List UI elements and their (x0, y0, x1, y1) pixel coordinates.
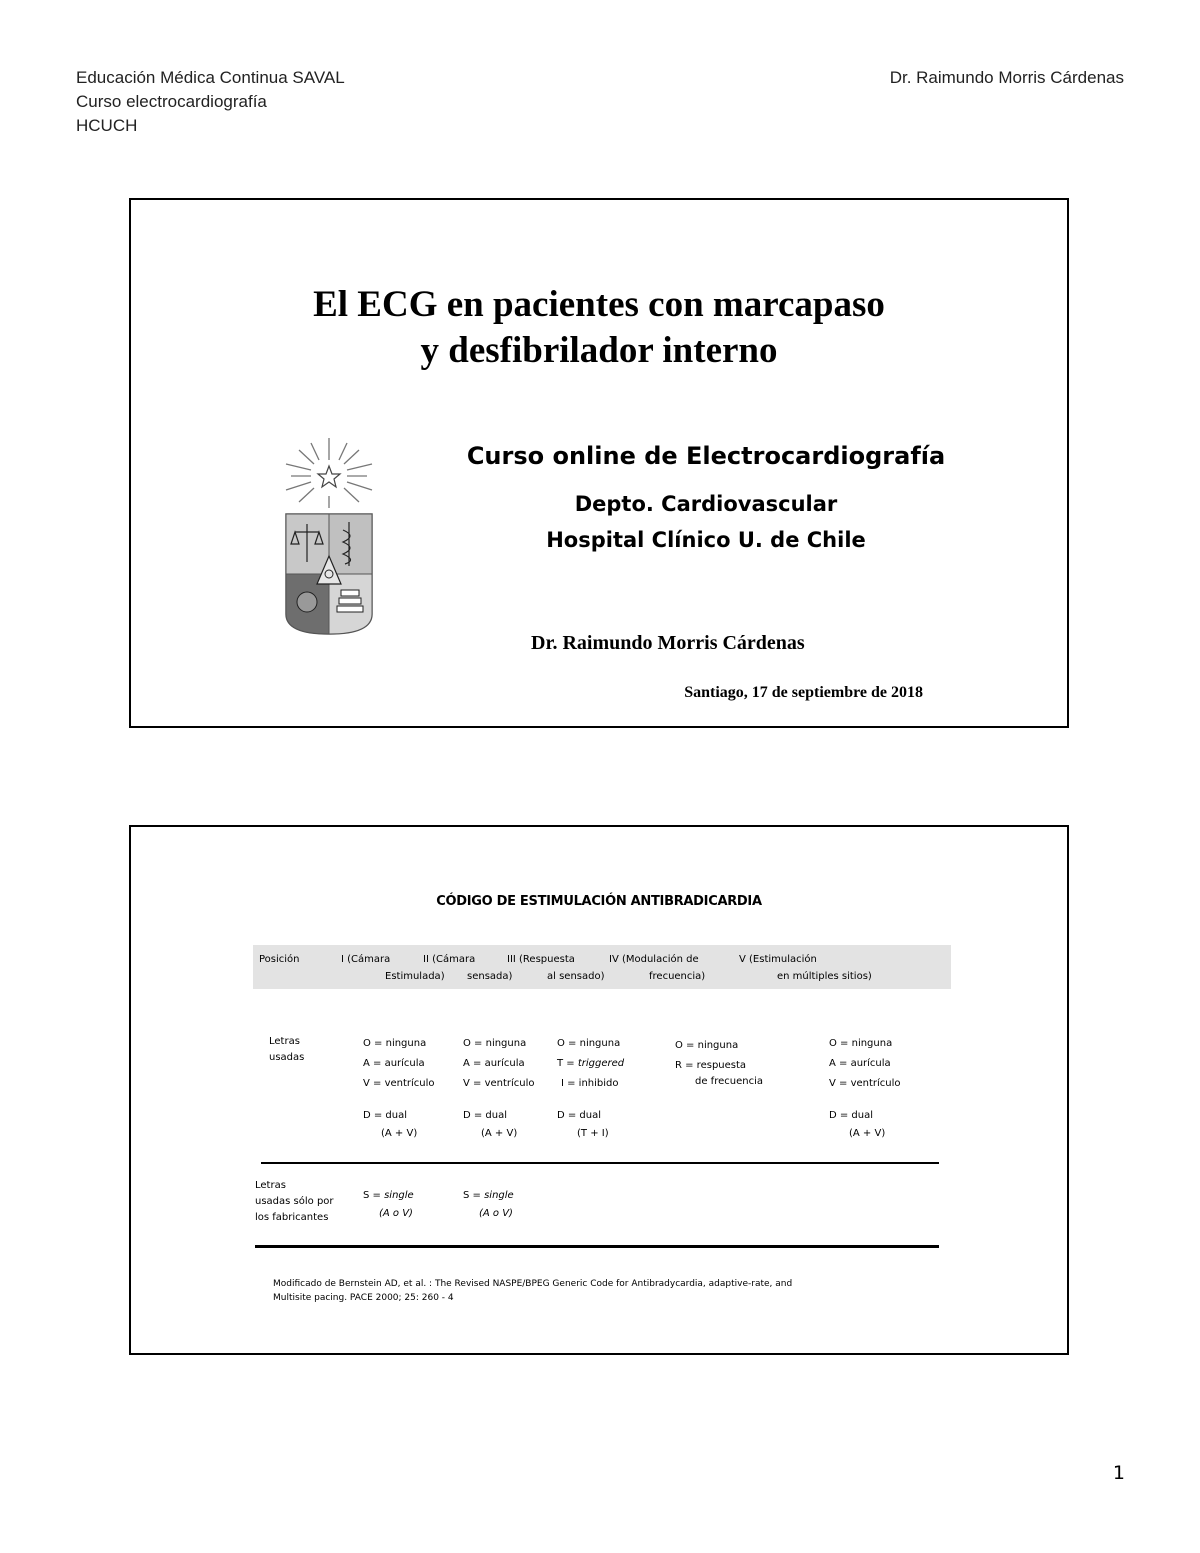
header-institution: HCUCH (76, 116, 138, 135)
col1-dual-detail: (A + V) (381, 1128, 418, 1139)
col5-atrium: A = aurícula (829, 1058, 891, 1069)
col2-none: O = ninguna (463, 1038, 527, 1049)
header-org: Educación Médica Continua SAVAL (76, 68, 345, 87)
col3-dual-detail: (T + I) (577, 1128, 609, 1139)
slide-title-line1: El ECG en pacientes con marcapaso (313, 284, 885, 325)
col3-none: O = ninguna (557, 1038, 621, 1049)
col2-dual: D = dual (463, 1110, 508, 1121)
col2-dual-detail: (A + V) (481, 1128, 518, 1139)
col3-inhibited: I = inhibido (561, 1078, 619, 1089)
hospital-name: Hospital Clínico U. de Chile (546, 528, 866, 552)
university-crest-icon (281, 438, 377, 638)
row2-label-line1: Letras (255, 1180, 286, 1191)
col4-none: O = ninguna (675, 1040, 739, 1051)
page-header-left (76, 66, 345, 138)
course-name: Curso online de Electrocardiografía (466, 442, 946, 470)
row2-col1-single (363, 1187, 414, 1204)
row2-col2-detail: (A o V) (479, 1208, 513, 1219)
header-position: Posición (259, 954, 300, 965)
header-col1-line2: Estimulada) (385, 971, 445, 982)
row1-label-line1: Letras (269, 1036, 300, 1047)
code-table-title: CÓDIGO DE ESTIMULACIÓN ANTIBRADICARDIA (436, 894, 762, 909)
slide-date: Santiago, 17 de septiembre de 2018 (684, 684, 923, 701)
row2-col1-letter: S = (363, 1190, 385, 1201)
col3-triggered (557, 1055, 624, 1072)
slide-2 (129, 825, 1069, 1355)
header-col4-line2: frecuencia) (649, 971, 706, 982)
row2-col2-word: single (484, 1190, 514, 1201)
row2-col1-word: single (384, 1190, 414, 1201)
header-author: Dr. Raimundo Morris Cárdenas (889, 68, 1124, 87)
header-col1-line1: I (Cámara (341, 954, 391, 965)
col3-triggered-letter: T = (557, 1058, 578, 1069)
row2-col2-letter: S = (463, 1190, 485, 1201)
slide-title-line2: y desfibrilador interno (420, 330, 778, 371)
header-col2-line2: sensada) (467, 971, 513, 982)
row2-col1-detail: (A o V) (379, 1208, 413, 1219)
footnote-line1: Modificado de Bernstein AD, et al. : The Revised NASPE/BPEG Generic Code for Antibradycardia, adaptive-rate, and (273, 1279, 793, 1289)
col5-none: O = ninguna (829, 1038, 893, 1049)
header-col3-line1: III (Respuesta (507, 954, 575, 965)
col1-ventricle: V = ventrículo (363, 1078, 435, 1089)
col4-response: R = respuesta (675, 1060, 747, 1071)
header-course: Curso electrocardiografía (76, 92, 267, 111)
col1-atrium: A = aurícula (363, 1058, 425, 1069)
header-col2-line1: II (Cámara (423, 954, 476, 965)
col4-response-detail: de frecuencia (695, 1076, 763, 1087)
col3-triggered-word: triggered (577, 1058, 625, 1069)
col1-dual: D = dual (363, 1110, 408, 1121)
col3-dual: D = dual (557, 1110, 602, 1121)
row2-col2-single (463, 1187, 514, 1204)
table-divider (261, 1162, 939, 1164)
slide-1 (129, 198, 1069, 728)
header-col4-line1: IV (Modulación de (609, 954, 699, 965)
col5-dual: D = dual (829, 1110, 874, 1121)
col5-ventricle: V = ventrículo (829, 1078, 901, 1089)
footnote-line2: Multisite pacing. PACE 2000; 25: 260 - 4 (273, 1293, 454, 1303)
row2-label-line3: los fabricantes (255, 1212, 329, 1223)
col1-none: O = ninguna (363, 1038, 427, 1049)
row2-label-line2: usadas sólo por (255, 1196, 334, 1207)
page-number: 1 (1112, 1462, 1125, 1484)
slide-author: Dr. Raimundo Morris Cárdenas (531, 632, 805, 654)
header-col5-line1: V (Estimulación (739, 954, 817, 965)
table-bottom-rule (255, 1245, 939, 1248)
row1-label-line2: usadas (269, 1052, 305, 1063)
department-name: Depto. Cardiovascular (574, 492, 838, 516)
header-col5-line2: en múltiples sitios) (777, 971, 872, 982)
header-col3-line2: al sensado) (547, 971, 605, 982)
slide-title (131, 282, 1067, 374)
col2-atrium: A = aurícula (463, 1058, 525, 1069)
col2-ventricle: V = ventrículo (463, 1078, 535, 1089)
col5-dual-detail: (A + V) (849, 1128, 886, 1139)
